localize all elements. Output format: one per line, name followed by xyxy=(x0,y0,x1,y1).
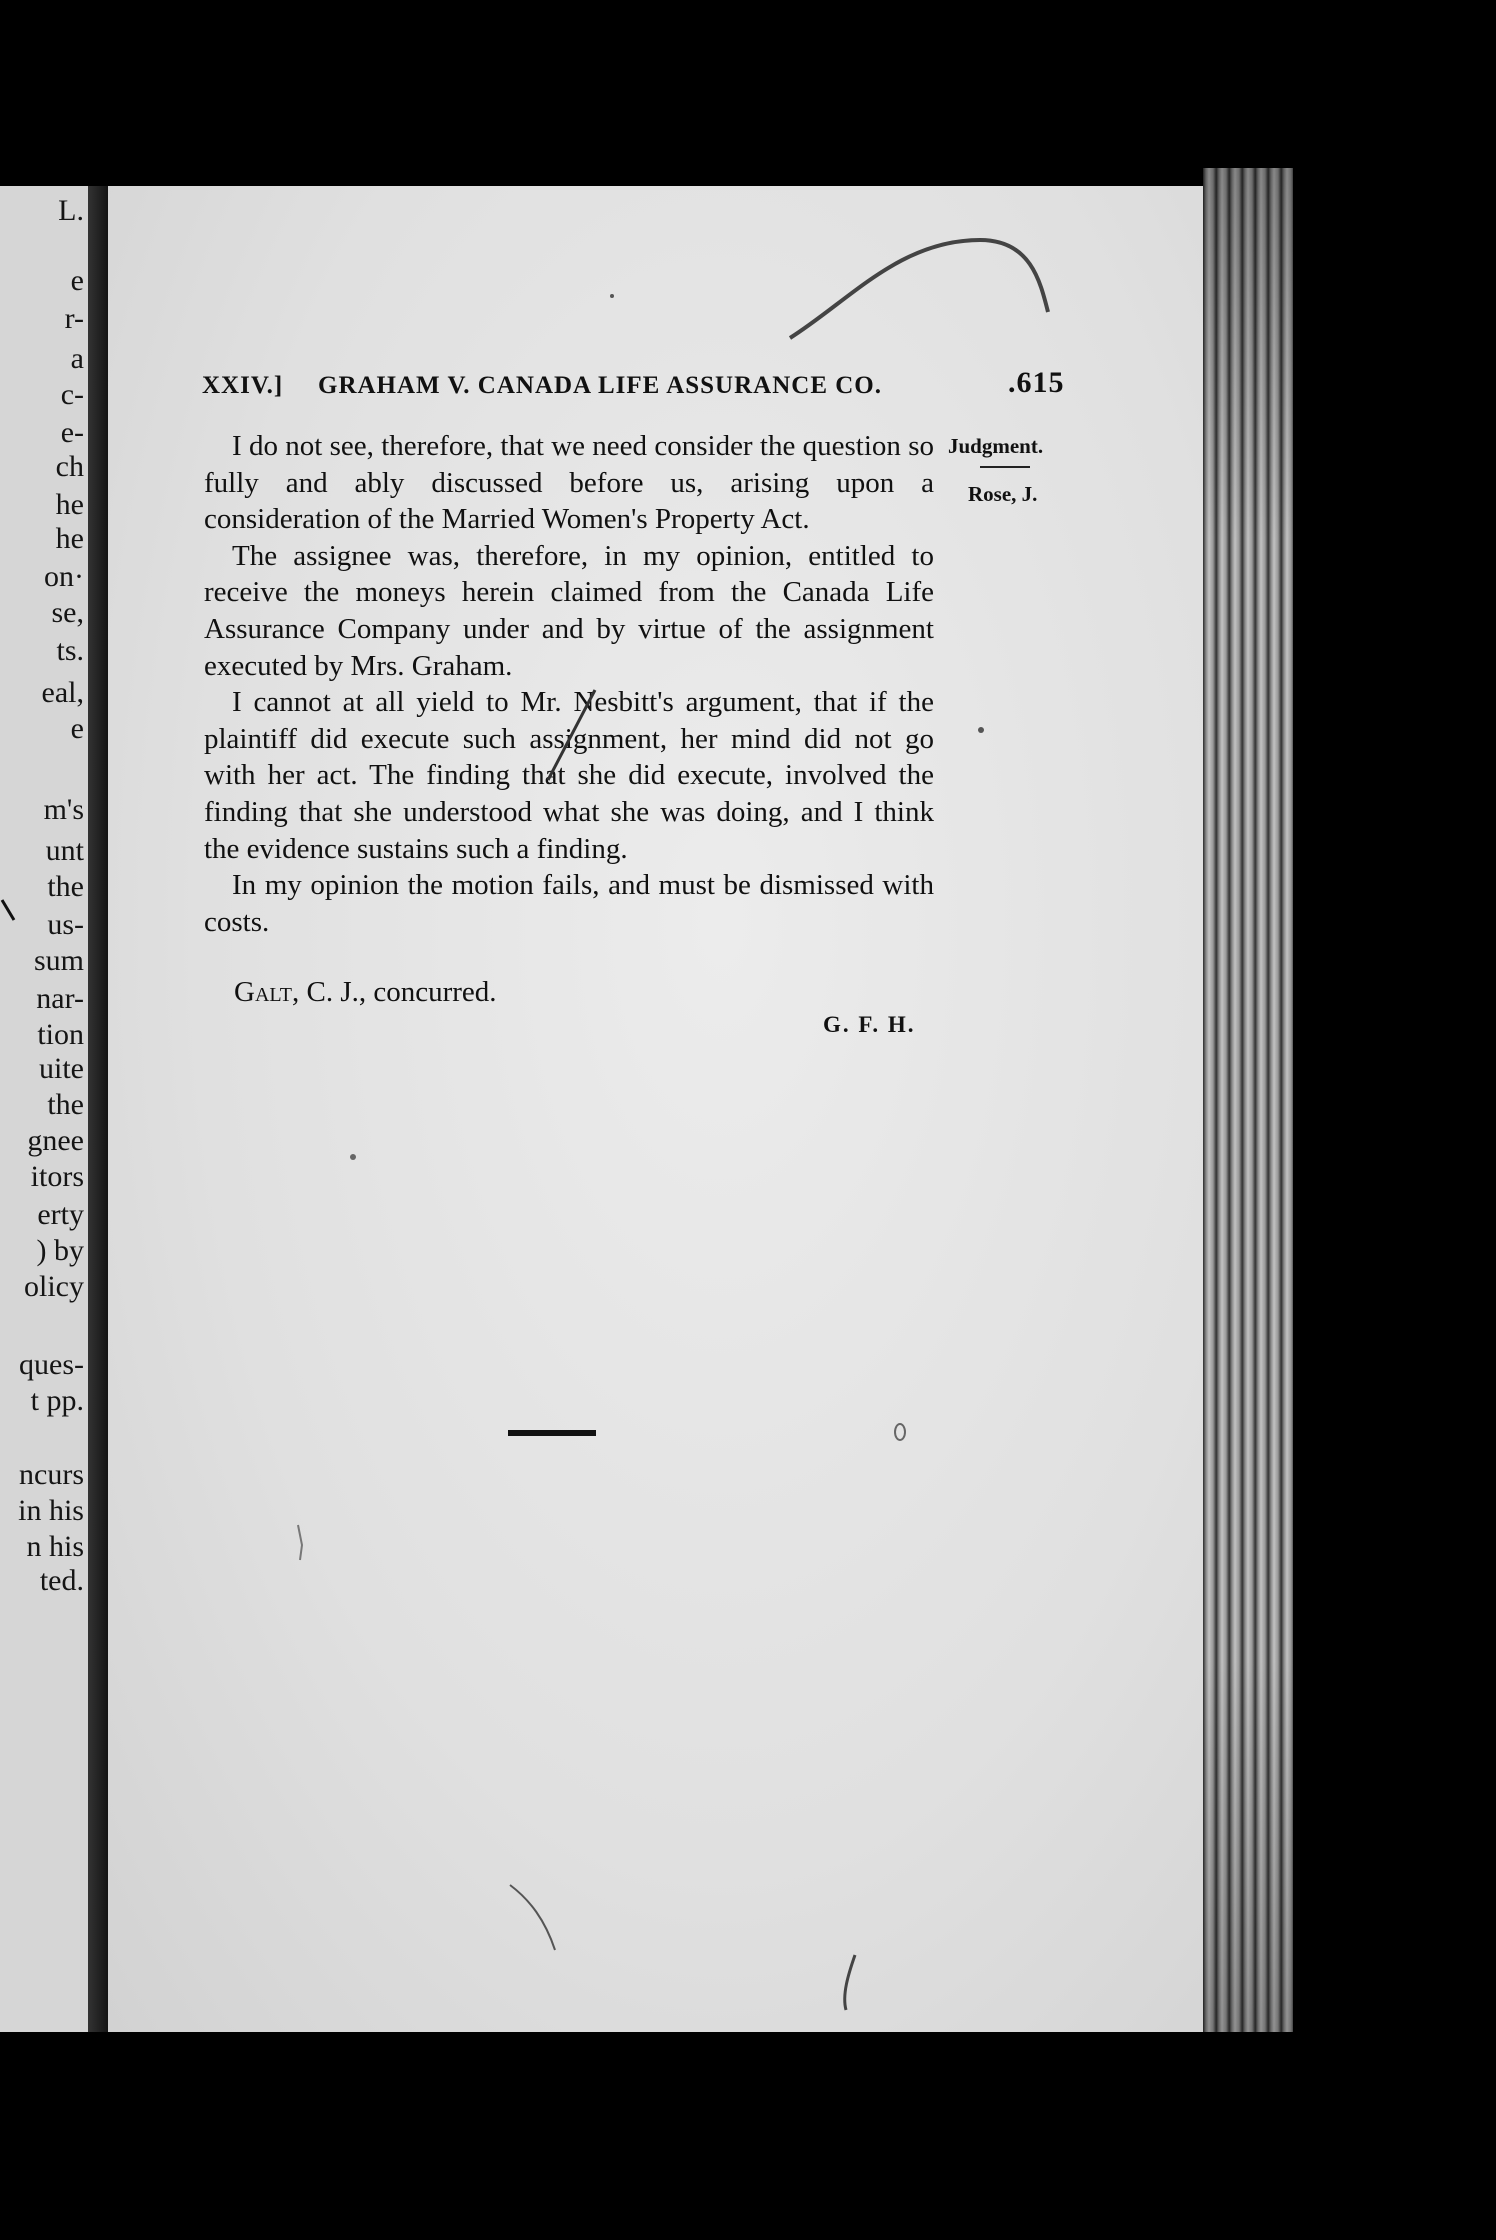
left-page-text-fragment: unt xyxy=(45,834,84,867)
running-head-volume: XXIV.] xyxy=(202,372,284,399)
left-page-text-fragment: in his xyxy=(18,1494,84,1527)
speck xyxy=(350,1154,356,1160)
left-page-text-fragment: r- xyxy=(64,302,84,335)
left-page-text-fragment: ) by xyxy=(36,1234,84,1267)
left-page-text-fragment: nar- xyxy=(36,982,84,1015)
left-page-text-fragment: ch xyxy=(55,450,84,483)
left-page-text-fragment: on· xyxy=(44,560,84,593)
left-page-text-fragment: a xyxy=(70,342,84,375)
left-page-text-fragment: ts. xyxy=(56,634,84,667)
left-page-text-fragment: he xyxy=(55,488,84,521)
left-page-text-fragment: he xyxy=(55,522,84,555)
pencil-mark-top xyxy=(790,240,1048,338)
left-page-text-fragment: n his xyxy=(26,1530,84,1563)
running-head-title: GRAHAM V. CANADA LIFE ASSURANCE CO. xyxy=(318,372,883,399)
speck xyxy=(978,727,984,733)
left-page-text-fragment: e xyxy=(70,712,84,745)
left-page-text-fragment: c- xyxy=(60,378,84,411)
paragraph-2: The assignee was, therefore, in my opinion, entitled to receive the moneys herein claimed from the Canada Life Assurance Company under and by virtue of the assignment executed by Mrs. Graham. xyxy=(204,539,934,682)
paragraph-3: I cannot at all yield to Mr. Nesbitt's argument, that if the plaintiff did execute such assignment, her mind did not go with her act. The finding that she did execute, involved the finding that she understood what she was doing, and I think the evidence sustains such a finding. xyxy=(204,686,934,865)
left-page-text-fragment: erty xyxy=(37,1198,84,1231)
paragraph-1: I do not see, therefore, that we need consider the question so fully and ably discussed before us, arising upon a consideration of the Married Women's Property Act. xyxy=(204,430,934,536)
left-page-text-fragment: the xyxy=(47,1088,84,1121)
scratch-bottom-1 xyxy=(510,1885,555,1950)
left-page-text-fragment: sum xyxy=(33,944,84,977)
paragraph-4: In my opinion the motion fails, and must be dismissed with costs. xyxy=(204,869,934,938)
left-page-text-fragment: m's xyxy=(43,793,84,826)
scratch-bottom-2 xyxy=(845,1955,855,2010)
left-page-text-fragment: se, xyxy=(51,596,84,629)
pencil-mark-left xyxy=(2,900,14,920)
left-page-text-fragment: ques- xyxy=(19,1348,84,1381)
left-page-text-fragment: L. xyxy=(58,194,84,227)
concurring-judge: Galt xyxy=(234,976,292,1008)
left-page-text-fragment: e- xyxy=(60,416,84,449)
left-page-text-fragment: the xyxy=(47,870,84,903)
left-page-text-fragment: ncurs xyxy=(19,1458,84,1491)
left-page-text-fragment: us- xyxy=(47,908,84,941)
left-page-text-fragment: ted. xyxy=(39,1564,84,1597)
reporter-initials: G. F. H. xyxy=(823,1012,916,1037)
left-page-text-fragment: itors xyxy=(30,1160,84,1193)
left-page-text-fragment: eal, xyxy=(41,676,84,709)
left-page-text-fragment: gnee xyxy=(27,1124,84,1157)
left-page-text-fragment: olicy xyxy=(24,1270,84,1303)
left-page-text-fragment: e xyxy=(70,264,84,297)
pencil-mark-text xyxy=(548,690,595,780)
scratch-margin xyxy=(298,1525,302,1560)
concurrence-text: , C. J., concurred. xyxy=(291,976,497,1008)
left-page-text-fragment: uite xyxy=(39,1052,84,1085)
speck xyxy=(610,294,614,298)
page-number: .615 xyxy=(1008,366,1065,399)
speck xyxy=(895,1424,905,1440)
left-page-text-fragment: tion xyxy=(37,1018,84,1051)
sidenote-judge: Rose, J. xyxy=(968,482,1038,506)
sidenote-judgment: Judgment. xyxy=(948,434,1044,458)
left-page-text-fragment: t pp. xyxy=(30,1384,84,1417)
